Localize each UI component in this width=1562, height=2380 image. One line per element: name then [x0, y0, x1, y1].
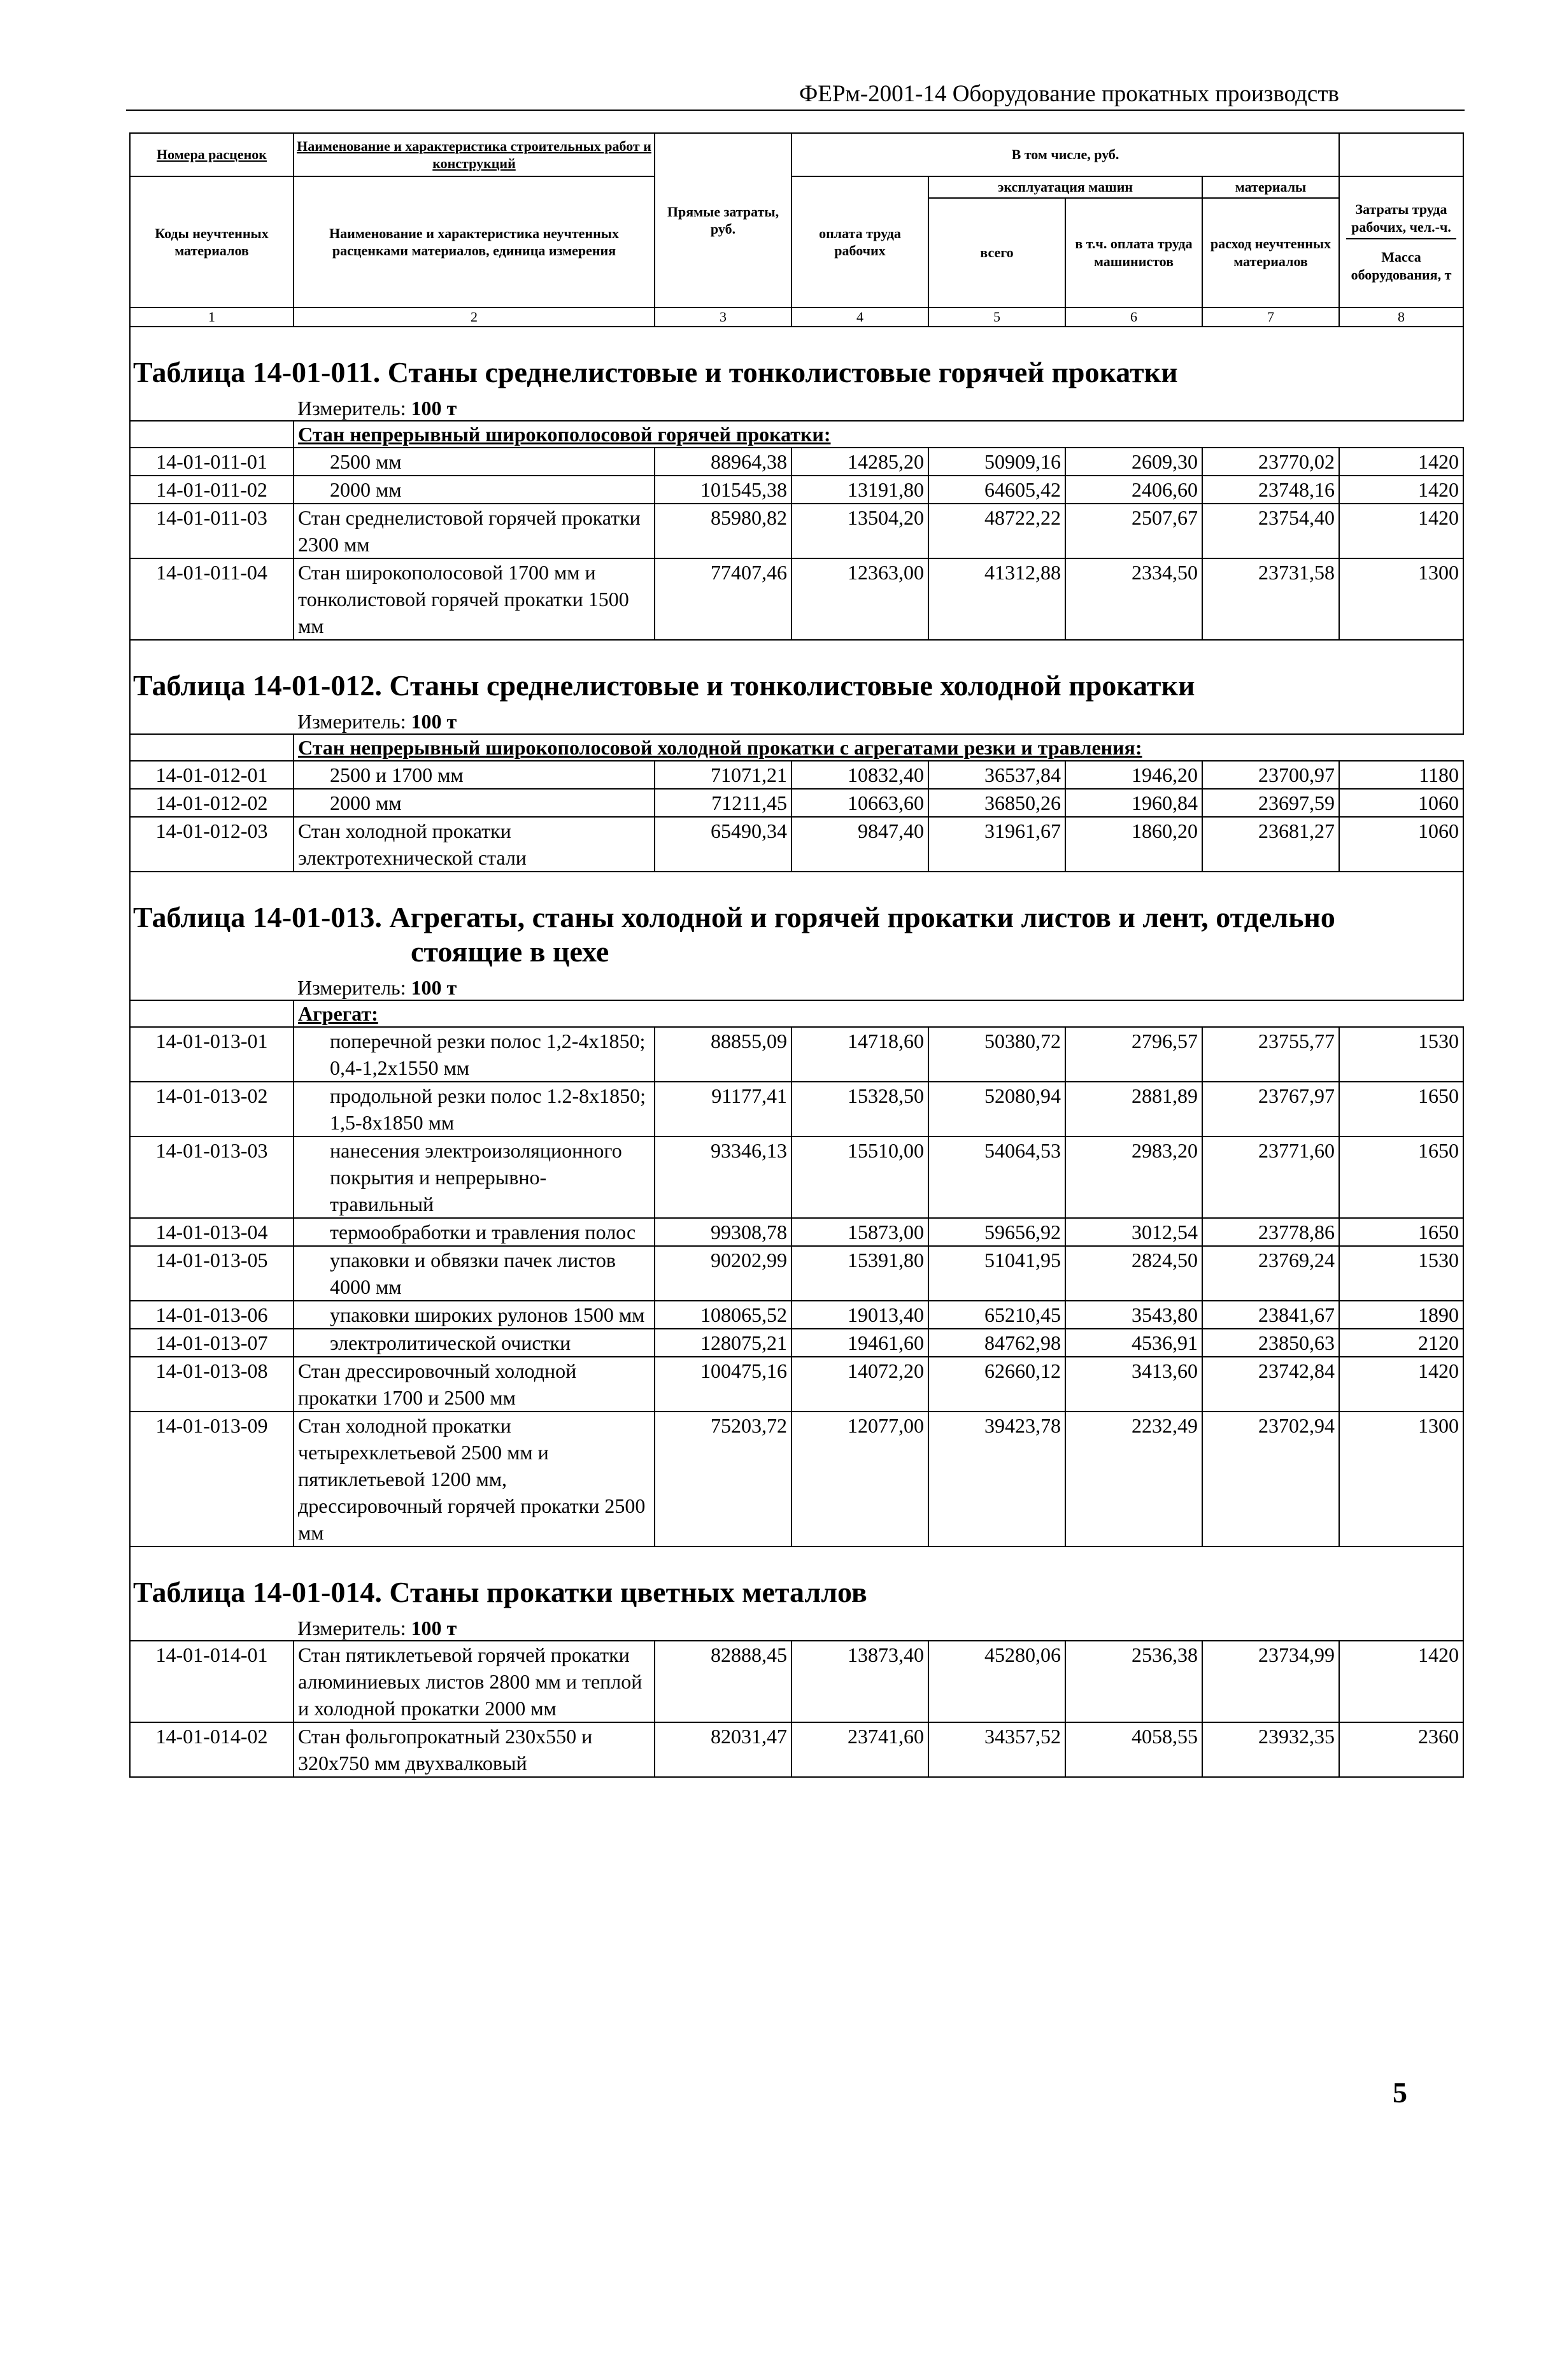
- labor-costs-value: 1180: [1339, 761, 1463, 789]
- worker-pay-value: 23741,60: [792, 1722, 928, 1777]
- table-title-text-line2: стоящие в цехе: [411, 935, 609, 968]
- material-consumption-value: 23700,97: [1202, 761, 1339, 789]
- direct-costs-value: 101545,38: [655, 476, 792, 504]
- header-work-name: Наименование и характеристика строительных работ и конструкций: [294, 133, 655, 176]
- table-row: [130, 1246, 1463, 1301]
- table-title: [130, 1547, 1463, 1616]
- machines-total-value: 64605,42: [928, 476, 1065, 504]
- table-title-row: [130, 872, 1463, 975]
- rate-code: 14-01-011-04: [130, 558, 294, 640]
- measure-unit: [130, 396, 1463, 421]
- header-rule: [126, 110, 1465, 111]
- direct-costs-value: 85980,82: [655, 504, 792, 558]
- table-title-row: [130, 1547, 1463, 1616]
- measure-label: Измеритель:: [297, 397, 411, 420]
- machinist-pay-value: 1860,20: [1065, 817, 1202, 872]
- subheading: [294, 734, 1463, 761]
- table-title: [130, 327, 1463, 396]
- measure-label: Измеритель:: [297, 1617, 411, 1640]
- machines-total-value: 41312,88: [928, 558, 1065, 640]
- direct-costs-value: 99308,78: [655, 1218, 792, 1246]
- labor-costs-value: 1300: [1339, 1412, 1463, 1547]
- machinist-pay-value: 1960,84: [1065, 789, 1202, 817]
- direct-costs-value: 82888,45: [655, 1641, 792, 1722]
- measure-row: [130, 396, 1463, 421]
- header-material-consumption: расход неучтенных материалов: [1202, 198, 1339, 308]
- worker-pay-value: 19013,40: [792, 1301, 928, 1329]
- table-row: [130, 504, 1463, 558]
- rate-code: 14-01-013-09: [130, 1412, 294, 1547]
- worker-pay-value: 13873,40: [792, 1641, 928, 1722]
- material-consumption-value: 23932,35: [1202, 1722, 1339, 1777]
- rate-code: 14-01-014-01: [130, 1641, 294, 1722]
- page-number: 5: [1393, 2076, 1407, 2109]
- header-equipment-mass: Масса оборудования, т: [1351, 249, 1452, 283]
- header-rate-numbers: Номера расценок: [130, 133, 294, 176]
- work-name: 2500 и 1700 мм: [294, 761, 655, 789]
- labor-costs-value: 1650: [1339, 1218, 1463, 1246]
- material-consumption-value: 23841,67: [1202, 1301, 1339, 1329]
- table-row: [130, 448, 1463, 476]
- subheading-spacer: [130, 421, 294, 448]
- material-consumption-value: 23681,27: [1202, 817, 1339, 872]
- header-labor: [1339, 133, 1463, 176]
- column-number: 5: [928, 308, 1065, 327]
- work-name: Стан холодной прокатки электротехнической стали: [294, 817, 655, 872]
- rate-code: 14-01-011-02: [130, 476, 294, 504]
- machinist-pay-value: 4058,55: [1065, 1722, 1202, 1777]
- worker-pay-value: 13191,80: [792, 476, 928, 504]
- worker-pay-value: 15873,00: [792, 1218, 928, 1246]
- machines-total-value: 51041,95: [928, 1246, 1065, 1301]
- direct-costs-value: 77407,46: [655, 558, 792, 640]
- machines-total-value: 54064,53: [928, 1137, 1065, 1218]
- material-consumption-value: 23770,02: [1202, 448, 1339, 476]
- measure-value: 100 т: [411, 976, 457, 999]
- work-name: 2000 мм: [294, 476, 655, 504]
- subheading-text: Стан непрерывный широкополосовой холодной прокатки с агрегатами резки и травления:: [298, 736, 1142, 759]
- work-name: упаковки широких рулонов 1500 мм: [294, 1301, 655, 1329]
- material-consumption-value: 23771,60: [1202, 1137, 1339, 1218]
- machinist-pay-value: 2983,20: [1065, 1137, 1202, 1218]
- column-number: 4: [792, 308, 928, 327]
- subheading-spacer: [130, 1000, 294, 1027]
- table-row: [130, 1357, 1463, 1412]
- table-row: [130, 1218, 1463, 1246]
- rate-code: 14-01-012-03: [130, 817, 294, 872]
- header-machines-total: всего: [928, 198, 1065, 308]
- rate-code: 14-01-014-02: [130, 1722, 294, 1777]
- work-name: Стан широкополосовой 1700 мм и тонколистовой горячей прокатки 1500 мм: [294, 558, 655, 640]
- rate-code: 14-01-013-03: [130, 1137, 294, 1218]
- table-title-text: Таблица 14-01-014. Станы прокатки цветных металлов: [133, 1576, 867, 1608]
- machines-total-value: 34357,52: [928, 1722, 1065, 1777]
- header-labor-costs: Затраты труда рабочих, чел.-ч.: [1346, 201, 1456, 239]
- column-number: 8: [1339, 308, 1463, 327]
- material-consumption-value: 23754,40: [1202, 504, 1339, 558]
- machines-total-value: 39423,78: [928, 1412, 1065, 1547]
- rate-code: 14-01-013-05: [130, 1246, 294, 1301]
- work-name: поперечной резки полос 1,2-4x1850; 0,4-1,2x1550 мм: [294, 1027, 655, 1082]
- worker-pay-value: 14718,60: [792, 1027, 928, 1082]
- table-row: [130, 1027, 1463, 1082]
- material-consumption-value: 23767,97: [1202, 1082, 1339, 1137]
- header-materials: материалы: [1202, 176, 1339, 198]
- work-name: упаковки и обвязки пачек листов 4000 мм: [294, 1246, 655, 1301]
- work-name: 2000 мм: [294, 789, 655, 817]
- rate-code: 14-01-012-02: [130, 789, 294, 817]
- labor-costs-value: 1530: [1339, 1027, 1463, 1082]
- rate-code: 14-01-011-03: [130, 504, 294, 558]
- header-worker-pay: оплата труда рабочих: [792, 176, 928, 308]
- direct-costs-value: 128075,21: [655, 1329, 792, 1357]
- header-material-name: Наименование и характеристика неучтенных расценками материалов, единица измерения: [294, 176, 655, 308]
- column-number: 7: [1202, 308, 1339, 327]
- direct-costs-value: 88964,38: [655, 448, 792, 476]
- rate-code: 14-01-013-02: [130, 1082, 294, 1137]
- direct-costs-value: 88855,09: [655, 1027, 792, 1082]
- table-title: [130, 640, 1463, 709]
- header-row-2: [130, 176, 1463, 198]
- work-name: 2500 мм: [294, 448, 655, 476]
- running-header: ФЕРм-2001-14 Оборудование прокатных производств: [799, 81, 1339, 107]
- machinist-pay-value: 2609,30: [1065, 448, 1202, 476]
- measure-label: Измеритель:: [297, 976, 411, 999]
- material-consumption-value: 23702,94: [1202, 1412, 1339, 1547]
- direct-costs-value: 90202,99: [655, 1246, 792, 1301]
- worker-pay-value: 15391,80: [792, 1246, 928, 1301]
- machinist-pay-value: 2881,89: [1065, 1082, 1202, 1137]
- machines-total-value: 52080,94: [928, 1082, 1065, 1137]
- labor-costs-value: 1420: [1339, 476, 1463, 504]
- header-direct-costs: Прямые затраты, руб.: [655, 133, 792, 308]
- machines-total-value: 65210,45: [928, 1301, 1065, 1329]
- column-numbers-row: [130, 308, 1463, 327]
- machinist-pay-value: 1946,20: [1065, 761, 1202, 789]
- rate-code: 14-01-013-01: [130, 1027, 294, 1082]
- rate-code: 14-01-011-01: [130, 448, 294, 476]
- header-including: В том числе, руб.: [792, 133, 1339, 176]
- labor-costs-value: 1530: [1339, 1246, 1463, 1301]
- material-consumption-value: 23731,58: [1202, 558, 1339, 640]
- material-consumption-value: 23769,24: [1202, 1246, 1339, 1301]
- worker-pay-value: 14285,20: [792, 448, 928, 476]
- worker-pay-value: 13504,20: [792, 504, 928, 558]
- rate-code: 14-01-012-01: [130, 761, 294, 789]
- subheading-text: Стан непрерывный широкополосовой горячей прокатки:: [298, 423, 831, 446]
- subheading: [294, 1000, 1463, 1027]
- rate-code: 14-01-013-08: [130, 1357, 294, 1412]
- machinist-pay-value: 2796,57: [1065, 1027, 1202, 1082]
- measure-unit: [130, 1616, 1463, 1641]
- work-name: продольной резки полос 1.2-8x1850; 1,5-8x1850 мм: [294, 1082, 655, 1137]
- subheading-text: Агрегат:: [298, 1002, 378, 1025]
- table-title-row: [130, 327, 1463, 396]
- header-machinist-pay: в т.ч. оплата труда машинистов: [1065, 198, 1202, 308]
- table-row: [130, 1641, 1463, 1722]
- worker-pay-value: 15328,50: [792, 1082, 928, 1137]
- direct-costs-value: 71211,45: [655, 789, 792, 817]
- table-row: [130, 1329, 1463, 1357]
- machinist-pay-value: 3413,60: [1065, 1357, 1202, 1412]
- worker-pay-value: 10832,40: [792, 761, 928, 789]
- worker-pay-value: 12363,00: [792, 558, 928, 640]
- direct-costs-value: 91177,41: [655, 1082, 792, 1137]
- direct-costs-value: 75203,72: [655, 1412, 792, 1547]
- labor-costs-value: 1890: [1339, 1301, 1463, 1329]
- column-number: 3: [655, 308, 792, 327]
- measure-unit: [130, 975, 1463, 1000]
- material-consumption-value: 23748,16: [1202, 476, 1339, 504]
- labor-costs-value: 1420: [1339, 504, 1463, 558]
- subheading-spacer: [130, 734, 294, 761]
- rates-table: [129, 132, 1464, 1778]
- rate-code: 14-01-013-06: [130, 1301, 294, 1329]
- machines-total-value: 45280,06: [928, 1641, 1065, 1722]
- labor-costs-value: 1060: [1339, 817, 1463, 872]
- table-row: [130, 761, 1463, 789]
- table-title-row: [130, 640, 1463, 709]
- machinist-pay-value: 2507,67: [1065, 504, 1202, 558]
- machines-total-value: 62660,12: [928, 1357, 1065, 1412]
- labor-costs-value: 1650: [1339, 1082, 1463, 1137]
- machinist-pay-value: 4536,91: [1065, 1329, 1202, 1357]
- labor-costs-value: 1420: [1339, 448, 1463, 476]
- table-title: [130, 872, 1463, 975]
- worker-pay-value: 15510,00: [792, 1137, 928, 1218]
- machinist-pay-value: 2232,49: [1065, 1412, 1202, 1547]
- machinist-pay-value: 2824,50: [1065, 1246, 1202, 1301]
- table-row: [130, 1412, 1463, 1547]
- material-consumption-value: 23755,77: [1202, 1027, 1339, 1082]
- worker-pay-value: 12077,00: [792, 1412, 928, 1547]
- table-row: [130, 476, 1463, 504]
- subheading-row: [130, 1000, 1463, 1027]
- direct-costs-value: 108065,52: [655, 1301, 792, 1329]
- machines-total-value: 50380,72: [928, 1027, 1065, 1082]
- worker-pay-value: 10663,60: [792, 789, 928, 817]
- work-name: Стан пятиклетьевой горячей прокатки алюминиевых листов 2800 мм и теплой и холодной прокатки 2000 мм: [294, 1641, 655, 1722]
- direct-costs-value: 100475,16: [655, 1357, 792, 1412]
- machinist-pay-value: 3012,54: [1065, 1218, 1202, 1246]
- work-name: Стан дрессировочный холодной прокатки 1700 и 2500 мм: [294, 1357, 655, 1412]
- table-row: [130, 1301, 1463, 1329]
- table-row: [130, 1722, 1463, 1777]
- machines-total-value: 48722,22: [928, 504, 1065, 558]
- worker-pay-value: 9847,40: [792, 817, 928, 872]
- labor-costs-value: 2120: [1339, 1329, 1463, 1357]
- measure-value: 100 т: [411, 1617, 457, 1640]
- header-machines: эксплуатация машин: [928, 176, 1202, 198]
- worker-pay-value: 19461,60: [792, 1329, 928, 1357]
- material-consumption-value: 23850,63: [1202, 1329, 1339, 1357]
- work-name: Стан среднелистовой горячей прокатки 2300 мм: [294, 504, 655, 558]
- machines-total-value: 84762,98: [928, 1329, 1065, 1357]
- measure-unit: [130, 709, 1463, 734]
- table-row: [130, 817, 1463, 872]
- machines-total-value: 36850,26: [928, 789, 1065, 817]
- measure-label: Измеритель:: [297, 710, 411, 733]
- machines-total-value: 36537,84: [928, 761, 1065, 789]
- table-row: [130, 789, 1463, 817]
- labor-costs-value: 2360: [1339, 1722, 1463, 1777]
- worker-pay-value: 14072,20: [792, 1357, 928, 1412]
- rates-table-frame: [129, 132, 1463, 2380]
- table-title-text: Таблица 14-01-013. Агрегаты, станы холодной и горячей прокатки листов и лент, отдельно: [133, 901, 1335, 933]
- subheading: [294, 421, 1463, 448]
- header-labor-mass: [1339, 176, 1463, 308]
- machinist-pay-value: 2406,60: [1065, 476, 1202, 504]
- header-row-1: [130, 133, 1463, 176]
- measure-row: [130, 709, 1463, 734]
- measure-value: 100 т: [411, 710, 457, 733]
- column-number: 1: [130, 308, 294, 327]
- work-name: нанесения электроизоляционного покрытия и непрерывно-травильный: [294, 1137, 655, 1218]
- table-title-text: Таблица 14-01-012. Станы среднелистовые и тонколистовые холодной прокатки: [133, 669, 1195, 702]
- direct-costs-value: 65490,34: [655, 817, 792, 872]
- measure-row: [130, 975, 1463, 1000]
- column-number: 2: [294, 308, 655, 327]
- table-row: [130, 1082, 1463, 1137]
- material-consumption-value: 23734,99: [1202, 1641, 1339, 1722]
- column-number: 6: [1065, 308, 1202, 327]
- measure-row: [130, 1616, 1463, 1641]
- table-row: [130, 1137, 1463, 1218]
- machinist-pay-value: 2536,38: [1065, 1641, 1202, 1722]
- material-consumption-value: 23697,59: [1202, 789, 1339, 817]
- header-material-codes: Коды неучтенных материалов: [130, 176, 294, 308]
- machines-total-value: 59656,92: [928, 1218, 1065, 1246]
- labor-costs-value: 1060: [1339, 789, 1463, 817]
- material-consumption-value: 23778,86: [1202, 1218, 1339, 1246]
- work-name: Стан холодной прокатки четырехклетьевой 2500 мм и пятиклетьевой 1200 мм, дрессировочный горячей прокатки 2500 мм: [294, 1412, 655, 1547]
- rate-code: 14-01-013-04: [130, 1218, 294, 1246]
- rate-code: 14-01-013-07: [130, 1329, 294, 1357]
- subheading-row: [130, 734, 1463, 761]
- direct-costs-value: 71071,21: [655, 761, 792, 789]
- labor-costs-value: 1300: [1339, 558, 1463, 640]
- machinist-pay-value: 3543,80: [1065, 1301, 1202, 1329]
- direct-costs-value: 93346,13: [655, 1137, 792, 1218]
- machinist-pay-value: 2334,50: [1065, 558, 1202, 640]
- subheading-row: [130, 421, 1463, 448]
- table-row: [130, 558, 1463, 640]
- machines-total-value: 31961,67: [928, 817, 1065, 872]
- material-consumption-value: 23742,84: [1202, 1357, 1339, 1412]
- table-title-text: Таблица 14-01-011. Станы среднелистовые и тонколистовые горячей прокатки: [133, 356, 1178, 388]
- measure-value: 100 т: [411, 397, 457, 420]
- labor-costs-value: 1420: [1339, 1357, 1463, 1412]
- work-name: электролитической очистки: [294, 1329, 655, 1357]
- direct-costs-value: 82031,47: [655, 1722, 792, 1777]
- labor-costs-value: 1650: [1339, 1137, 1463, 1218]
- work-name: Стан фольгопрокатный 230x550 и 320x750 мм двухвалковый: [294, 1722, 655, 1777]
- labor-costs-value: 1420: [1339, 1641, 1463, 1722]
- machines-total-value: 50909,16: [928, 448, 1065, 476]
- work-name: термообработки и травления полос: [294, 1218, 655, 1246]
